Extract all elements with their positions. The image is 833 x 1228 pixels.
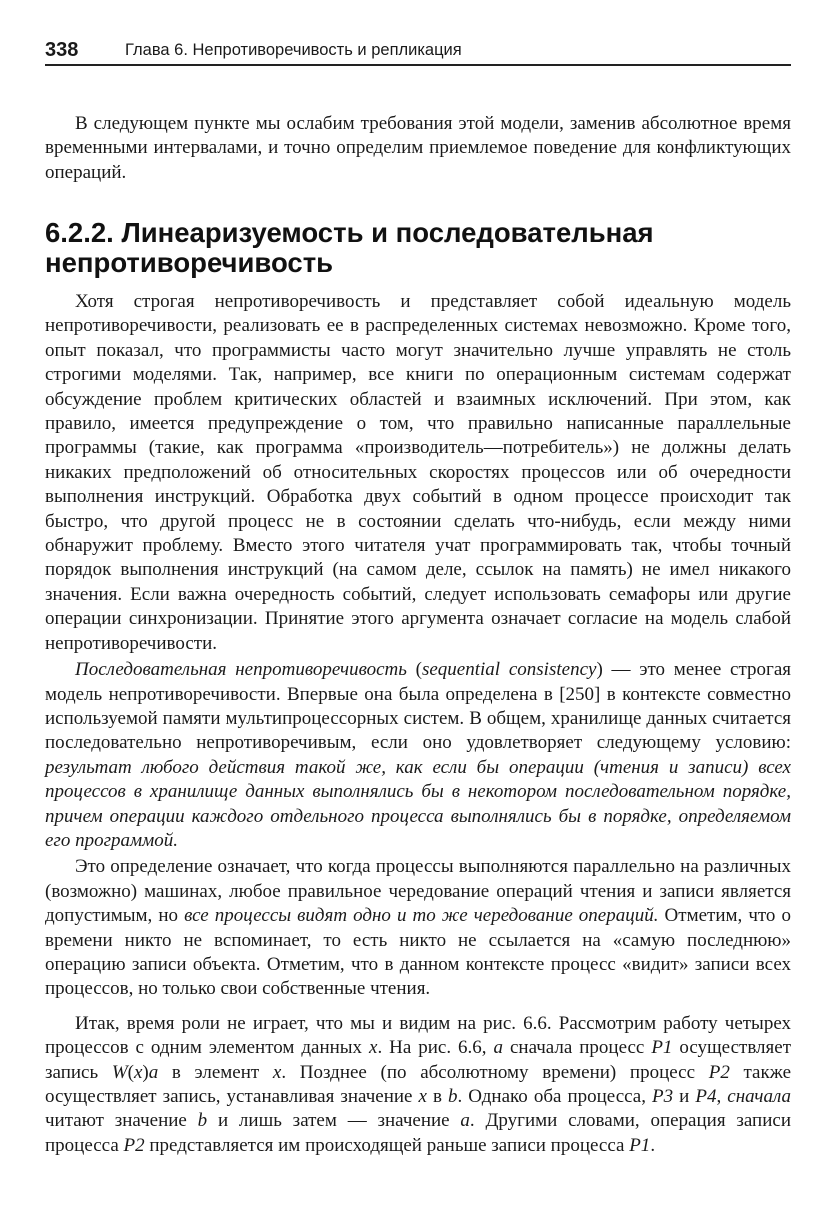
text-fragment: сначала процесс xyxy=(503,1037,652,1059)
paragraph-interleaving xyxy=(45,855,791,1001)
text-fragment: и xyxy=(673,1086,696,1107)
term-en: sequential consistency xyxy=(421,659,597,681)
interleaving-emphasis: все процессы видят одно и то же чередование операций. xyxy=(184,905,659,927)
paragraph-strict-consistency: Хотя строгая непротиворечивость и представляет собой идеальную модель непротиворечивости, реализовать ее в распределенных системах невозможно. Кроме того, опыт показал, что программисты часто могут значительно лучше управлять не столь строгими моделями. Так, например, все книги по операционным системам содержат обсуждение проблем критических областей и взаимных исключений. При этом, как правило, имеется предупреждение о том, что правильно написанные параллельные программы (такие, как программа «производитель—потребитель») не должны делать никаких предположений об относительных скоростях процессов или об очередности выполнения инструкций. Обработка двух событий в одном процессе происходит так быстро, что другой процесс не в состоянии сделать что-нибудь, если между ними обнаружит проблему. Вместо этого читателя учат программировать так, чтобы точный порядок выполнения инструкций (на самом деле, ссылок на память) не имел никакого значения. Если важна очередность событий, следует использовать семафоры или другие операции синхронизации. Принятие этого аргумента означает согласие на модель слабой непротиворечивости. xyxy=(45,291,791,654)
var-x: x xyxy=(418,1086,427,1107)
intro-paragraph: В следующем пункте мы ослабим требования этой модели, заменив абсолютное время временными интервалами, и точно определим приемлемое поведение для конфликтующих операций. xyxy=(45,113,791,183)
text-fragment: . На рис. 6.6, xyxy=(377,1037,494,1059)
term-ru: Последовательная непротиворечивость xyxy=(75,659,407,681)
text-fragment: . Однако оба процесса, xyxy=(457,1086,653,1107)
paragraph-sequential-definition xyxy=(45,658,791,853)
var-a: a xyxy=(148,1061,159,1083)
process-label: P2 xyxy=(123,1134,145,1156)
text-fragment: в элемент xyxy=(158,1061,273,1083)
text-fragment: и лишь затем — значение xyxy=(207,1110,461,1132)
var-a: а xyxy=(493,1037,504,1059)
text-fragment: ( xyxy=(406,659,422,681)
process-label: P4 xyxy=(695,1086,717,1107)
process-label: P3 xyxy=(652,1086,674,1107)
process-label: P2 xyxy=(708,1061,730,1083)
text-fragment: . Другими словами, операция записи процесса xyxy=(45,1110,791,1156)
text-fragment: представляется им происходящей раньше записи процесса xyxy=(144,1134,630,1156)
text-fragment: . Позднее (по абсолютному времени) процесс xyxy=(281,1061,709,1083)
text-fragment: , xyxy=(716,1086,728,1107)
text-fragment: Это определение означает, что когда процессы выполняются параллельно на различных (возможно) машинах, любое правильное чередование операций чтения и записи является допустимым, но xyxy=(45,856,791,927)
first-emphasis: сначала xyxy=(727,1086,791,1107)
section-heading: 6.2.2. Линеаризуемость и последовательная непротиворечивость xyxy=(45,217,654,278)
text-fragment: в xyxy=(426,1086,448,1107)
text-fragment: ) — это менее строгая модель непротиворечивости. Впервые она была определена в [250] в контексте совместно используемой памяти мультипроцессорных систем. В общем, хранилище данных считается последовательно непротиворечивым, если оно удовлетворяет следующему условию: xyxy=(45,659,791,754)
var-x: x xyxy=(272,1061,282,1083)
text-fragment: осуществляет запись xyxy=(45,1037,791,1083)
chapter-title: Глава 6. Непротиворечивость и репликация xyxy=(125,41,462,59)
var-x: x xyxy=(133,1061,143,1083)
var-b: b xyxy=(447,1086,458,1107)
text-fragment: Отметим, что о времени никто не вспоминает, то есть никто не ссылается на «самую последнюю» операцию записи объекта. Отметим, что в данном контексте процесс «видит» записи всех процессов, но только свои собственные чтения. xyxy=(45,905,791,1000)
running-header xyxy=(45,36,791,66)
var-x: x xyxy=(369,1037,378,1059)
definition-emphasis: результат любого действия такой же, как если бы операции (чтения и записи) всех процессов в хранилище данных выполнялись бы в некотором последовательном порядке, причем операции каждого отдельного процесса выполнялись бы в порядке, определяемом его программой. xyxy=(45,756,791,851)
paragraph-figure-example xyxy=(45,1012,791,1158)
var-a: a xyxy=(460,1110,470,1132)
page-number: 338 xyxy=(45,39,79,61)
section-body xyxy=(45,290,791,1158)
intro-block xyxy=(45,112,791,185)
text-fragment: ( xyxy=(127,1061,134,1083)
text-fragment: . xyxy=(650,1134,656,1156)
var-b: b xyxy=(197,1110,208,1132)
op-w: W xyxy=(111,1061,128,1083)
process-label: P1 xyxy=(629,1134,651,1156)
text-fragment: также осуществляет запись, устанавливая значение xyxy=(45,1061,792,1107)
text-fragment: читают значение xyxy=(45,1110,198,1132)
text-fragment: ) xyxy=(142,1061,149,1083)
process-label: P1 xyxy=(651,1037,673,1059)
text-fragment: Итак, время роли не играет, что мы и видим на рис. 6.6. Рассмотрим работу четырех процессов с одним элементом данных xyxy=(45,1012,791,1059)
